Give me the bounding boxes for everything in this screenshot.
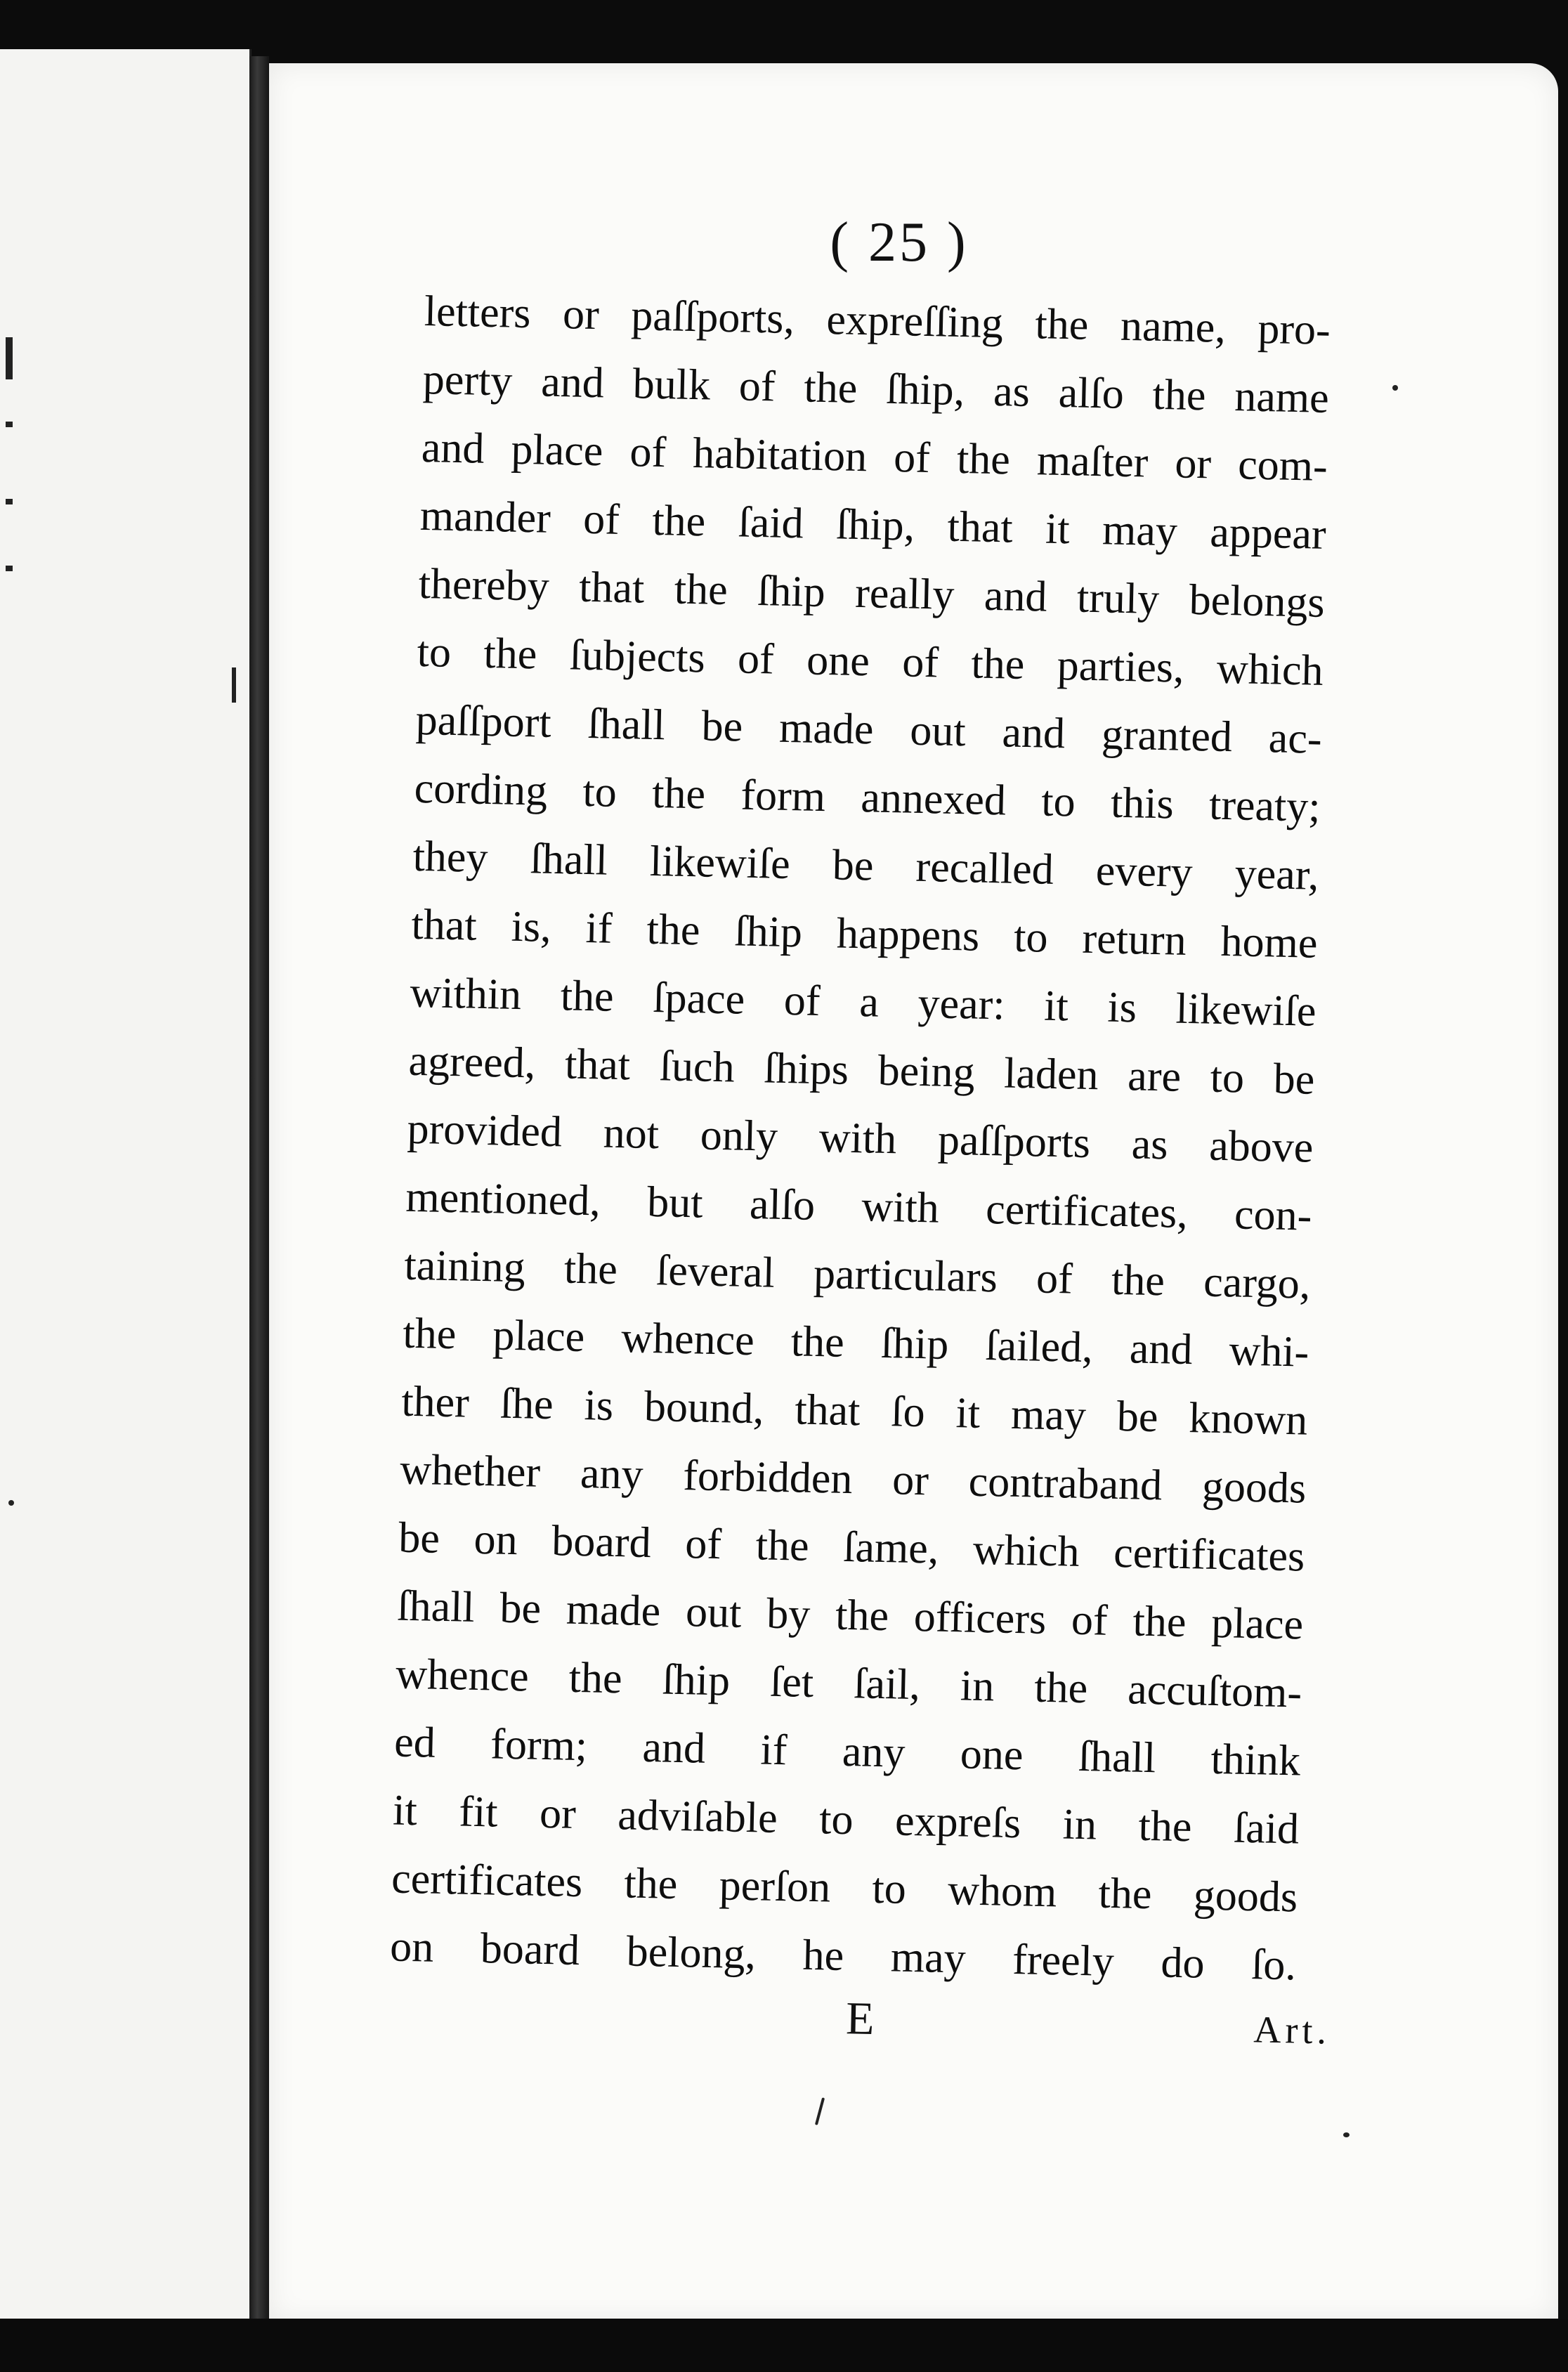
text-line: the place whence the ſhip ſailed, and whi- xyxy=(402,1309,1309,1376)
text-line: whether any forbidden or contraband goods xyxy=(399,1445,1307,1513)
text-line: perty and bulk of the ſhip, as alſo the name xyxy=(422,355,1330,422)
text-line: mentioned, but alſo with certificates, con- xyxy=(405,1173,1313,1240)
paper-speck xyxy=(1343,2132,1350,2137)
page-number: ( 25 ) xyxy=(830,211,969,273)
paper-speck xyxy=(1392,385,1398,391)
text-line: thereby that the ſhip really and truly belongs xyxy=(418,559,1326,627)
text-line: ſhall be made out by the officers of the place xyxy=(396,1582,1304,1649)
page-footer xyxy=(838,1992,1331,2059)
text-line: whence the ſhip ſet ſail, in the accuſtom- xyxy=(395,1650,1302,1717)
body-text xyxy=(389,278,1331,2000)
text-line: that is, if the ſhip happens to return home xyxy=(411,900,1319,967)
bleed-mark xyxy=(6,499,13,504)
text-line: mander of the ſaid ſhip, that it may appear xyxy=(419,491,1327,559)
text-line: be on board of the ſame, which certificates xyxy=(398,1513,1305,1581)
text-line: ther ſhe is bound, that ſo it may be known xyxy=(400,1377,1308,1445)
bleed-mark xyxy=(8,1500,14,1506)
text-line: provided not only with paſſports as above xyxy=(406,1104,1314,1172)
text-line: certificates the perſon to whom the goods xyxy=(391,1854,1298,1922)
catchword: Art. xyxy=(1253,2008,1331,2052)
scan-border xyxy=(0,2319,1568,2372)
signature-mark: E xyxy=(845,1993,875,2045)
text-line: agreed, that ſuch ſhips being laden are to be xyxy=(407,1036,1316,1104)
text-line: letters or paſſports, expreſſing the name, pro- xyxy=(424,287,1331,354)
text-line: they ſhall likewiſe be recalled every year, xyxy=(412,832,1320,899)
text-line: and place of habitation of the maſter or com- xyxy=(421,423,1328,490)
book-gutter xyxy=(249,56,269,2319)
text-line: within the ſpace of a year: it is likewiſe xyxy=(409,968,1317,1036)
bleed-mark xyxy=(6,337,13,379)
text-line: cording to the form annexed to this treaty; xyxy=(414,764,1321,831)
text-line: taining the ſeveral particulars of the cargo, xyxy=(403,1241,1311,1308)
text-line: paſſport ſhall be made out and granted ac- xyxy=(415,696,1323,763)
text-line: ed form; and if any one ſhall think xyxy=(393,1718,1301,1785)
bleed-mark xyxy=(6,422,13,427)
bleed-mark xyxy=(232,667,236,703)
previous-page-edge xyxy=(0,49,251,2319)
text-line: it fit or adviſable to expreſs in the ſaid xyxy=(392,1786,1300,1853)
bleed-mark xyxy=(6,566,13,571)
text-line: to the ſubjects of one of the parties, which xyxy=(417,627,1324,695)
text-line: on board belong, he may freely do ſo. xyxy=(389,1922,1297,1990)
